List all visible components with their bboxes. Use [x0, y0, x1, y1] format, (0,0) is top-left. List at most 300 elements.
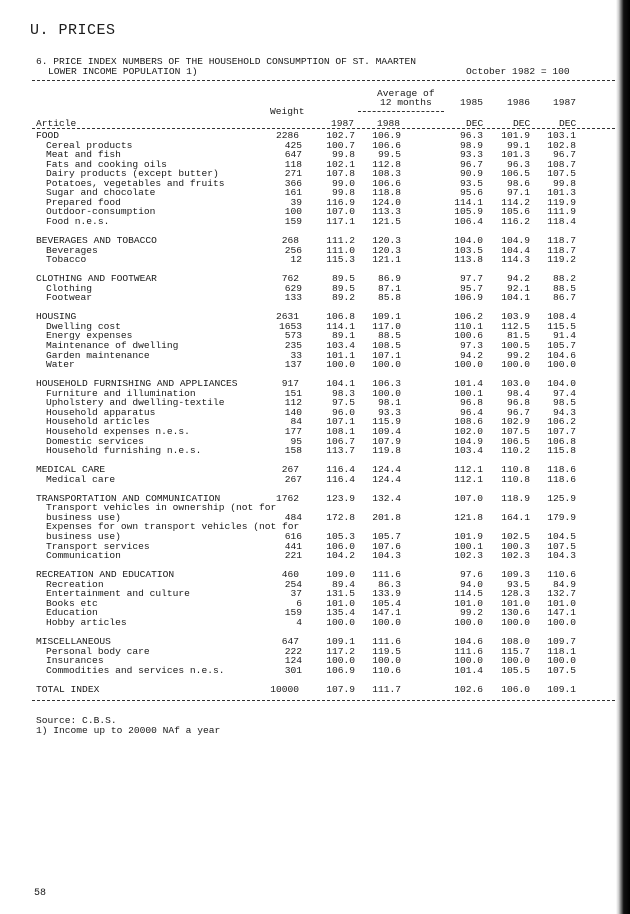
index-value-cell: 103.0	[501, 378, 530, 390]
table-row	[36, 551, 596, 561]
index-value-cell: 116.4	[326, 473, 355, 485]
index-value-cell: 91.4	[552, 330, 576, 342]
index-value-cell: 113.3	[372, 206, 401, 218]
index-value-cell: 128.3	[501, 588, 530, 600]
article-label-continued: business use)	[46, 511, 121, 523]
index-value-cell: 101.0	[454, 597, 483, 609]
index-value-cell: 105.5	[501, 664, 530, 676]
table-row	[36, 446, 596, 456]
index-value-cell: 105.6	[501, 206, 530, 218]
header-article: Article	[36, 118, 77, 129]
index-value-cell: 100.0	[326, 655, 355, 667]
index-value-cell: 107.1	[326, 416, 355, 428]
article-label: Potatoes, vegetables and fruits	[46, 177, 225, 189]
index-value-cell: 97.1	[506, 187, 530, 199]
index-value-cell: 109.3	[501, 569, 530, 581]
index-value-cell: 90.9	[459, 168, 483, 180]
index-value-cell: 100.0	[454, 359, 483, 371]
weight-cell: 159	[284, 215, 302, 227]
index-value-cell: 121.5	[372, 215, 401, 227]
index-value-cell: 111.6	[454, 645, 483, 657]
weight-cell: 1653	[278, 320, 302, 332]
section-title: U. PRICES	[30, 22, 116, 39]
index-value-cell: 108.3	[372, 168, 401, 180]
index-value-cell: 111.6	[372, 569, 401, 581]
index-value-cell: 105.4	[372, 597, 401, 609]
index-value-cell: 100.0	[372, 387, 401, 399]
weight-cell: 140	[284, 406, 302, 418]
weight-cell: 366	[284, 177, 302, 189]
article-label: Commodities and services n.e.s.	[46, 664, 225, 676]
index-value-cell: 119.8	[372, 445, 401, 457]
index-value-cell: 102.8	[547, 139, 576, 151]
base-period: October 1982 = 100	[466, 66, 570, 77]
article-label: Maintenance of dwelling	[46, 340, 179, 352]
index-value-cell: 107.0	[454, 492, 483, 504]
weight-cell: 271	[284, 168, 302, 180]
index-value-cell: 96.7	[459, 158, 483, 170]
index-value-cell: 93.3	[377, 406, 401, 418]
index-value-cell: 108.5	[372, 340, 401, 352]
article-label: Cereal products	[46, 139, 133, 151]
weight-cell: 917	[281, 378, 299, 390]
index-value-cell: 107.5	[501, 425, 530, 437]
index-value-cell: 104.0	[547, 378, 576, 390]
weight-cell: 12	[290, 254, 302, 266]
index-value-cell: 98.3	[331, 387, 355, 399]
index-value-cell: 118.1	[547, 645, 576, 657]
weight-cell: 460	[281, 569, 299, 581]
table-row	[36, 475, 596, 485]
index-value-cell: 120.3	[372, 235, 401, 247]
index-value-cell: 115.8	[547, 445, 576, 457]
total-row	[36, 685, 596, 695]
article-label: Beverages	[46, 244, 98, 256]
index-value-cell: 98.6	[506, 177, 530, 189]
index-value-cell: 99.1	[506, 139, 530, 151]
index-value-cell: 101.0	[326, 597, 355, 609]
article-label: Tobacco	[46, 254, 87, 266]
index-value-cell: 116.9	[326, 196, 355, 208]
header-dec-1985: DEC	[466, 118, 484, 129]
index-value-cell: 104.1	[501, 292, 530, 304]
weight-cell: 267	[284, 473, 302, 485]
index-value-cell: 106.6	[372, 139, 401, 151]
article-label: Household furnishing n.e.s.	[46, 445, 202, 457]
table-row	[36, 618, 596, 628]
index-value-cell: 135.4	[326, 607, 355, 619]
weight-cell: 235	[284, 340, 302, 352]
index-value-cell: 98.1	[377, 397, 401, 409]
index-value-cell: 101.0	[547, 597, 576, 609]
weight-cell: 39	[290, 196, 302, 208]
table-subtitle: LOWER INCOME POPULATION 1)	[48, 66, 198, 77]
article-label: Fats and cooking oils	[46, 158, 167, 170]
index-value-cell: 106.5	[501, 168, 530, 180]
index-value-cell: 93.5	[459, 177, 483, 189]
index-value-cell: 106.9	[372, 130, 401, 141]
source-note: Source: C.B.S.	[36, 715, 117, 726]
index-value-cell: 102.7	[326, 130, 355, 141]
weight-cell: 301	[284, 664, 302, 676]
divider	[32, 700, 630, 701]
header-avg-1988: 1988	[377, 118, 401, 129]
index-value-cell: 94.3	[552, 406, 576, 418]
article-label: Education	[46, 607, 98, 619]
index-value-cell: 97.6	[459, 569, 483, 581]
weight-cell: 268	[281, 235, 299, 247]
index-value-cell: 112.8	[372, 158, 401, 170]
index-value-cell: 164.1	[501, 511, 530, 523]
weight-cell: 10000	[270, 683, 299, 695]
index-value-cell: 108.7	[547, 158, 576, 170]
weight-cell: 118	[284, 158, 302, 170]
article-label: Household apparatus	[46, 406, 156, 418]
article-label: Footwear	[46, 292, 93, 304]
index-value-cell: 104.4	[501, 244, 530, 256]
index-value-cell: 89.4	[331, 578, 355, 590]
index-value-cell: 114.1	[326, 320, 355, 332]
index-value-cell: 103.9	[501, 311, 530, 323]
article-label: Books etc	[46, 597, 98, 609]
index-value-cell: 96.0	[331, 406, 355, 418]
table-row	[36, 360, 596, 370]
index-value-cell: 120.3	[372, 244, 401, 256]
table-row	[36, 217, 596, 227]
index-value-cell: 172.8	[326, 511, 355, 523]
category-label: CLOTHING AND FOOTWEAR	[36, 273, 157, 285]
index-value-cell: 118.7	[547, 235, 576, 247]
index-value-cell: 89.1	[331, 330, 355, 342]
article-label: Personal body care	[46, 645, 150, 657]
index-value-cell: 100.0	[454, 616, 483, 628]
index-value-cell: 109.4	[372, 425, 401, 437]
weight-cell: 100	[284, 206, 302, 218]
index-value-cell: 107.5	[547, 168, 576, 180]
index-value-cell: 102.6	[454, 683, 483, 695]
weight-cell: 177	[284, 425, 302, 437]
index-value-cell: 84.9	[552, 578, 576, 590]
index-value-cell: 124.0	[372, 196, 401, 208]
index-value-cell: 100.0	[372, 655, 401, 667]
index-value-cell: 99.8	[331, 187, 355, 199]
index-value-cell: 100.0	[547, 616, 576, 628]
index-value-cell: 98.5	[552, 397, 576, 409]
index-value-cell: 103.1	[547, 130, 576, 141]
index-value-cell: 100.0	[372, 616, 401, 628]
index-value-cell: 96.8	[459, 397, 483, 409]
index-value-cell: 106.4	[454, 215, 483, 227]
index-value-cell: 107.0	[326, 206, 355, 218]
weight-cell: 151	[284, 387, 302, 399]
index-value-cell: 112.5	[501, 320, 530, 332]
index-value-cell: 106.2	[547, 416, 576, 428]
index-value-cell: 105.3	[326, 530, 355, 542]
article-label: Sugar and chocolate	[46, 187, 156, 199]
index-value-cell: 117.2	[326, 645, 355, 657]
index-value-cell: 147.1	[372, 607, 401, 619]
article-label: Household expenses n.e.s.	[46, 425, 190, 437]
index-value-cell: 87.1	[377, 282, 401, 294]
index-value-cell: 96.3	[506, 158, 530, 170]
index-value-cell: 104.6	[547, 349, 576, 361]
footnote: 1) Income up to 20000 NAf a year	[36, 725, 221, 736]
index-value-cell: 110.1	[454, 320, 483, 332]
index-value-cell: 100.6	[454, 330, 483, 342]
index-value-cell: 119.2	[547, 254, 576, 266]
index-value-cell: 115.7	[501, 645, 530, 657]
article-label: Household articles	[46, 416, 150, 428]
index-value-cell: 98.9	[459, 139, 483, 151]
index-value-cell: 99.8	[552, 177, 576, 189]
index-value-cell: 130.6	[501, 607, 530, 619]
index-value-cell: 112.1	[454, 464, 483, 476]
article-label: Insurances	[46, 655, 104, 667]
index-value-cell: 99.0	[331, 177, 355, 189]
index-value-cell: 116.2	[501, 215, 530, 227]
index-value-cell: 118.9	[501, 492, 530, 504]
index-value-cell: 111.6	[372, 635, 401, 647]
index-value-cell: 132.7	[547, 588, 576, 600]
weight-cell: 124	[284, 655, 302, 667]
article-label: Outdoor-consumption	[46, 206, 156, 218]
index-value-cell: 96.8	[506, 397, 530, 409]
header-1985: 1985	[460, 97, 484, 108]
index-value-cell: 81.5	[506, 330, 530, 342]
index-value-cell: 107.9	[372, 435, 401, 447]
index-value-cell: 99.2	[459, 607, 483, 619]
index-value-cell: 103.4	[454, 445, 483, 457]
header-1986: 1986	[507, 97, 531, 108]
index-value-cell: 102.9	[501, 416, 530, 428]
weight-cell: 425	[284, 139, 302, 151]
index-value-cell: 106.5	[501, 435, 530, 447]
weight-cell: 33	[290, 349, 302, 361]
divider	[32, 80, 630, 81]
index-value-cell: 112.1	[454, 473, 483, 485]
index-value-cell: 88.2	[552, 273, 576, 285]
index-value-cell: 107.7	[547, 425, 576, 437]
weight-cell: 161	[284, 187, 302, 199]
index-value-cell: 110.6	[372, 664, 401, 676]
index-value-cell: 104.0	[454, 235, 483, 247]
index-value-cell: 100.0	[372, 359, 401, 371]
index-value-cell: 107.5	[547, 540, 576, 552]
index-value-cell: 201.8	[372, 511, 401, 523]
index-value-cell: 102.3	[454, 550, 483, 562]
index-value-cell: 101.3	[501, 149, 530, 161]
header-avg-1987: 1987	[331, 118, 355, 129]
index-value-cell: 106.9	[454, 292, 483, 304]
index-value-cell: 100.0	[501, 616, 530, 628]
index-value-cell: 97.4	[552, 387, 576, 399]
index-value-cell: 106.8	[547, 435, 576, 447]
category-label: TRANSPORTATION AND COMMUNICATION	[36, 492, 221, 504]
index-value-cell: 106.9	[326, 664, 355, 676]
index-value-cell: 110.6	[547, 569, 576, 581]
index-value-cell: 118.4	[547, 215, 576, 227]
table-row	[36, 293, 596, 303]
index-value-cell: 104.9	[454, 435, 483, 447]
article-label: Domestic services	[46, 435, 144, 447]
index-value-cell: 100.0	[501, 359, 530, 371]
index-value-cell: 113.8	[454, 254, 483, 266]
category-label: MISCELLANEOUS	[36, 635, 111, 647]
index-value-cell: 99.8	[331, 149, 355, 161]
index-value-cell: 101.4	[454, 378, 483, 390]
article-label: Upholstery and dwelling-textile	[46, 397, 225, 409]
index-value-cell: 104.2	[326, 550, 355, 562]
index-value-cell: 106.0	[326, 540, 355, 552]
index-value-cell: 104.3	[372, 550, 401, 562]
index-value-cell: 109.7	[547, 635, 576, 647]
header-average-of: Average of	[377, 88, 435, 99]
index-value-cell: 107.1	[372, 349, 401, 361]
category-label: HOUSING	[36, 311, 77, 323]
weight-cell: 762	[281, 273, 299, 285]
index-value-cell: 107.8	[326, 168, 355, 180]
index-value-cell: 124.4	[372, 464, 401, 476]
index-value-cell: 110.8	[501, 464, 530, 476]
article-label: Transport vehicles in ownership (not for	[46, 502, 277, 514]
index-value-cell: 101.9	[454, 530, 483, 542]
weight-cell: 4	[296, 616, 302, 628]
index-value-cell: 117.0	[372, 320, 401, 332]
index-value-cell: 115.3	[326, 254, 355, 266]
index-value-cell: 113.7	[326, 445, 355, 457]
index-value-cell: 95.6	[459, 187, 483, 199]
index-value-cell: 119.5	[372, 645, 401, 657]
weight-cell: 629	[284, 282, 302, 294]
index-value-cell: 118.6	[547, 464, 576, 476]
weight-cell: 441	[284, 540, 302, 552]
index-value-cell: 132.4	[372, 492, 401, 504]
article-label: Hobby articles	[46, 616, 127, 628]
index-value-cell: 108.1	[326, 425, 355, 437]
index-value-cell: 109.1	[372, 311, 401, 323]
index-value-cell: 89.5	[331, 273, 355, 285]
index-value-cell: 102.3	[501, 550, 530, 562]
index-value-cell: 105.7	[372, 530, 401, 542]
index-value-cell: 110.2	[501, 445, 530, 457]
index-value-cell: 106.3	[372, 378, 401, 390]
index-value-cell: 114.1	[454, 196, 483, 208]
article-label: Food n.e.s.	[46, 215, 110, 227]
index-value-cell: 99.5	[377, 149, 401, 161]
weight-cell: 647	[284, 149, 302, 161]
index-value-cell: 104.3	[547, 550, 576, 562]
article-label: Recreation	[46, 578, 104, 590]
index-value-cell: 100.3	[501, 540, 530, 552]
index-value-cell: 106.2	[454, 311, 483, 323]
index-value-cell: 101.4	[454, 664, 483, 676]
index-value-cell: 107.9	[326, 683, 355, 695]
index-value-cell: 100.0	[454, 655, 483, 667]
category-label: MEDICAL CARE	[36, 464, 106, 476]
category-label: BEVERAGES AND TOBACCO	[36, 235, 157, 247]
index-value-cell: 92.1	[506, 282, 530, 294]
index-value-cell: 95.7	[459, 282, 483, 294]
index-value-cell: 100.1	[454, 387, 483, 399]
index-value-cell: 108.0	[501, 635, 530, 647]
total-label: TOTAL INDEX	[36, 683, 100, 695]
index-value-cell: 101.1	[326, 349, 355, 361]
weight-cell: 137	[284, 359, 302, 371]
index-value-cell: 115.5	[547, 320, 576, 332]
index-value-cell: 123.9	[326, 492, 355, 504]
index-value-cell: 100.5	[501, 340, 530, 352]
weight-cell: 133	[284, 292, 302, 304]
index-value-cell: 96.7	[506, 406, 530, 418]
index-value-cell: 94.2	[506, 273, 530, 285]
index-value-cell: 110.8	[501, 473, 530, 485]
index-value-cell: 100.0	[547, 655, 576, 667]
index-value-cell: 97.7	[459, 273, 483, 285]
weight-cell: 647	[281, 635, 299, 647]
index-value-cell: 103.5	[454, 244, 483, 256]
index-value-cell: 107.5	[547, 664, 576, 676]
index-value-cell: 111.7	[372, 683, 401, 695]
weight-cell: 254	[284, 578, 302, 590]
index-value-cell: 106.6	[372, 177, 401, 189]
index-value-cell: 104.1	[326, 378, 355, 390]
weight-cell: 1762	[275, 492, 299, 504]
index-value-cell: 118.7	[547, 244, 576, 256]
article-label: Energy expenses	[46, 330, 133, 342]
header-12-months: 12 months	[380, 97, 432, 108]
header-underline	[358, 111, 444, 112]
index-value-cell: 88.5	[377, 330, 401, 342]
index-value-cell: 100.0	[326, 359, 355, 371]
index-value-cell: 102.5	[501, 530, 530, 542]
weight-cell: 2631	[275, 311, 299, 323]
index-value-cell: 117.1	[326, 215, 355, 227]
index-value-cell: 109.1	[547, 683, 576, 695]
category-label: RECREATION AND EDUCATION	[36, 569, 175, 581]
weight-cell: 573	[284, 330, 302, 342]
article-label: Entertainment and culture	[46, 588, 190, 600]
article-label-continued: business use)	[46, 530, 121, 542]
index-value-cell: 119.9	[547, 196, 576, 208]
index-value-cell: 109.0	[326, 569, 355, 581]
index-value-cell: 111.0	[326, 244, 355, 256]
weight-cell: 616	[284, 530, 302, 542]
weight-cell: 222	[284, 645, 302, 657]
index-value-cell: 105.7	[547, 340, 576, 352]
weight-cell: 95	[290, 435, 302, 447]
index-value-cell: 118.8	[372, 187, 401, 199]
index-value-cell: 97.3	[459, 340, 483, 352]
index-value-cell: 109.1	[326, 635, 355, 647]
index-value-cell: 96.4	[459, 406, 483, 418]
index-value-cell: 100.0	[326, 616, 355, 628]
index-value-cell: 85.8	[377, 292, 401, 304]
index-value-cell: 131.5	[326, 588, 355, 600]
index-value-cell: 124.4	[372, 473, 401, 485]
weight-cell: 158	[284, 445, 302, 457]
index-value-cell: 100.0	[501, 655, 530, 667]
article-label: Garden maintenance	[46, 349, 150, 361]
index-value-cell: 88.5	[552, 282, 576, 294]
index-value-cell: 104.6	[454, 635, 483, 647]
index-value-cell: 133.9	[372, 588, 401, 600]
index-value-cell: 86.9	[377, 273, 401, 285]
index-value-cell: 93.5	[506, 578, 530, 590]
index-value-cell: 118.6	[547, 473, 576, 485]
index-value-cell: 101.0	[501, 597, 530, 609]
index-value-cell: 114.3	[501, 254, 530, 266]
table-row	[36, 255, 596, 265]
